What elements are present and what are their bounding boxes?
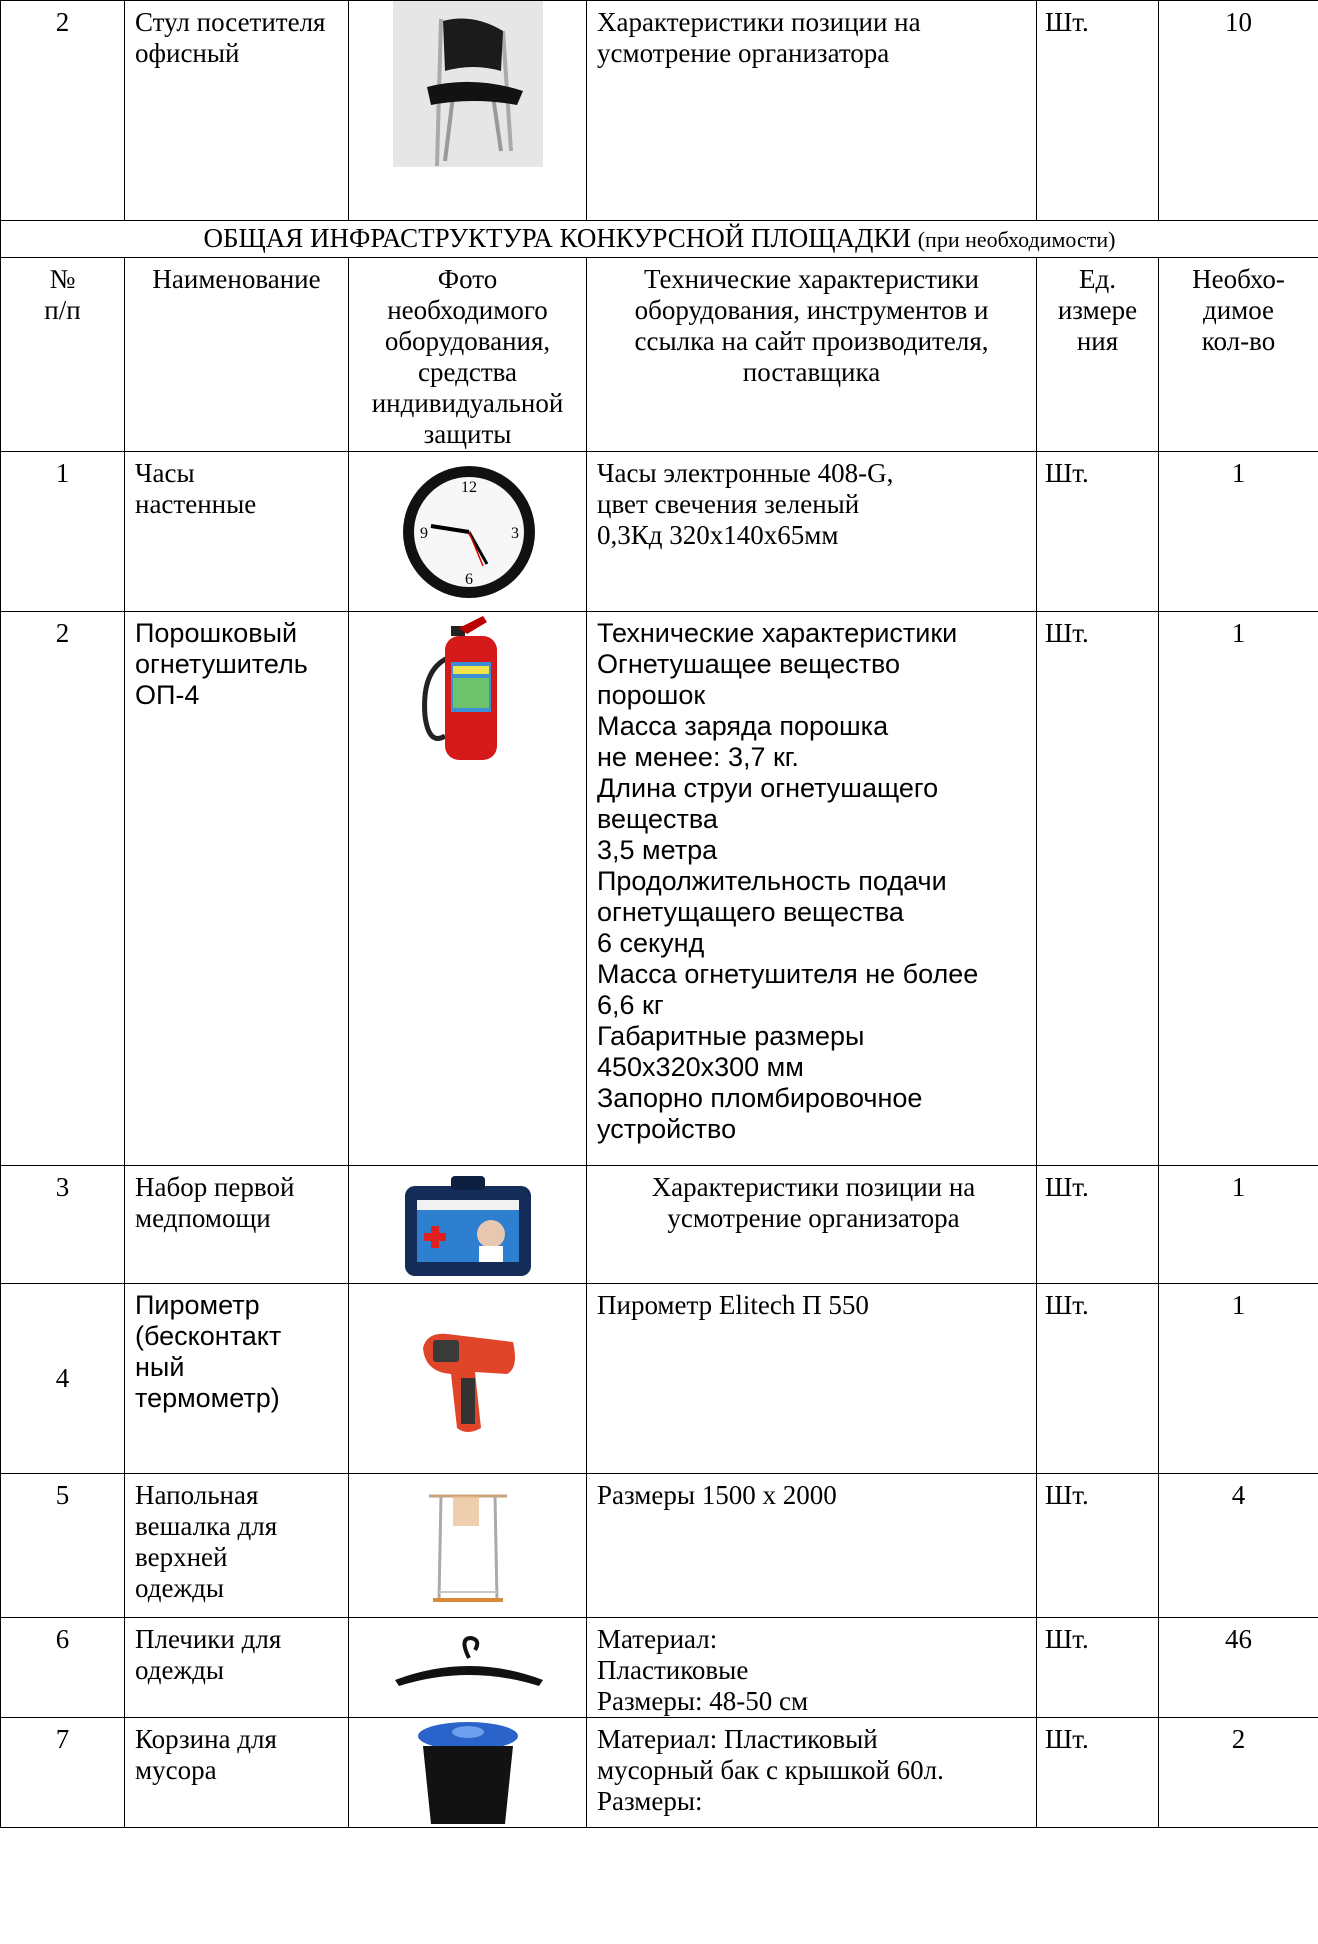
header-num: № п/п — [1, 258, 125, 452]
item-specs: Технические характеристики Огнетушащее вещество порошок Масса заряда порошка не менее: 3,7 кг. Длина струи огнетушащего вещества 3,5 метра Продолжительность подачи огнетущащего вещества 6 секунд Масса огнетушителя не более 6,6 кг Габаритные размеры 450х320х300 мм Запорно пломбировочное устройство — [587, 612, 1037, 1166]
row-number: 6 — [1, 1618, 125, 1718]
header-qty: Необхо- димое кол-во — [1159, 258, 1318, 452]
row-number: 1 — [1, 452, 125, 612]
row-number: 7 — [1, 1718, 125, 1828]
item-qty: 1 — [1159, 1166, 1318, 1284]
item-qty: 1 — [1159, 452, 1318, 612]
table-row — [1, 1284, 1318, 1474]
item-unit: Шт. — [1037, 1284, 1159, 1474]
item-name: Порошковый огнетушитель ОП-4 — [125, 612, 349, 1166]
first-aid-kit-photo — [349, 1166, 587, 1284]
chair-photo — [349, 1, 587, 221]
table-row — [1, 1166, 1318, 1284]
item-unit: Шт. — [1037, 452, 1159, 612]
svg-text:9: 9 — [420, 525, 428, 542]
item-unit: Шт. — [1037, 1474, 1159, 1618]
svg-text:3: 3 — [511, 525, 519, 542]
item-qty: 1 — [1159, 612, 1318, 1166]
svg-text:6: 6 — [465, 571, 473, 588]
item-name: Корзина для мусора — [125, 1718, 349, 1828]
table-row — [1, 1474, 1318, 1618]
table-row — [1, 1718, 1318, 1828]
item-specs: Пирометр Elitech П 550 — [587, 1284, 1037, 1474]
item-name: Пирометр (бесконтакт ный термометр) — [125, 1284, 349, 1474]
section-header-row — [1, 221, 1318, 258]
item-unit: Шт. — [1037, 1166, 1159, 1284]
row-number: 2 — [1, 612, 125, 1166]
svg-text:12: 12 — [461, 479, 477, 496]
row-number: 4 — [1, 1284, 125, 1474]
pyrometer-photo — [349, 1284, 587, 1474]
section-note: (при необходимости) — [917, 227, 1116, 252]
item-name: Плечики для одежды — [125, 1618, 349, 1718]
item-name: Стул посетителя офисный — [125, 1, 349, 221]
item-specs: Материал: Пластиковые Размеры: 48-50 см — [587, 1618, 1037, 1718]
item-specs: Размеры 1500 х 2000 — [587, 1474, 1037, 1618]
table-row — [1, 1618, 1318, 1718]
item-qty: 10 — [1159, 1, 1318, 221]
item-name: Напольная вешалка для верхней одежды — [125, 1474, 349, 1618]
coat-rack-photo — [349, 1474, 587, 1618]
item-specs: Часы электронные 408-G, цвет свечения зеленый 0,3Кд 320х140х65мм — [587, 452, 1037, 612]
item-unit: Шт. — [1037, 1718, 1159, 1828]
item-unit: Шт. — [1037, 612, 1159, 1166]
item-specs: Материал: Пластиковый мусорный бак с крышкой 60л. Размеры: — [587, 1718, 1037, 1828]
table-row — [1, 452, 1318, 612]
trash-bin-photo — [349, 1718, 587, 1828]
section-title-text: ОБЩАЯ ИНФРАСТРУКТУРА КОНКУРСНОЙ ПЛОЩАДКИ — [203, 223, 911, 253]
header-specs: Технические характеристики оборудования, инструментов и ссылка на сайт производителя, поставщика — [587, 258, 1037, 452]
column-header-row — [1, 258, 1318, 452]
section-title — [1, 221, 1318, 258]
row-number: 2 — [1, 1, 125, 221]
item-qty: 1 — [1159, 1284, 1318, 1474]
item-unit: Шт. — [1037, 1, 1159, 221]
wall-clock-photo — [349, 452, 587, 612]
item-specs: Характеристики позиции на усмотрение организатора — [587, 1166, 1037, 1284]
item-qty: 46 — [1159, 1618, 1318, 1718]
header-unit: Ед. измере ния — [1037, 258, 1159, 452]
fire-extinguisher-photo — [349, 612, 587, 1166]
header-photo: Фото необходимого оборудования, средства индивидуальной защиты — [349, 258, 587, 452]
row-number: 5 — [1, 1474, 125, 1618]
item-qty: 4 — [1159, 1474, 1318, 1618]
item-name: Набор первой медпомощи — [125, 1166, 349, 1284]
item-qty: 2 — [1159, 1718, 1318, 1828]
hanger-photo — [349, 1618, 587, 1718]
item-specs: Характеристики позиции на усмотрение организатора — [587, 1, 1037, 221]
table-row — [1, 1, 1318, 221]
item-unit: Шт. — [1037, 1618, 1159, 1718]
header-name: Наименование — [125, 258, 349, 452]
row-number: 3 — [1, 1166, 125, 1284]
item-name: Часы настенные — [125, 452, 349, 612]
table-row — [1, 612, 1318, 1166]
